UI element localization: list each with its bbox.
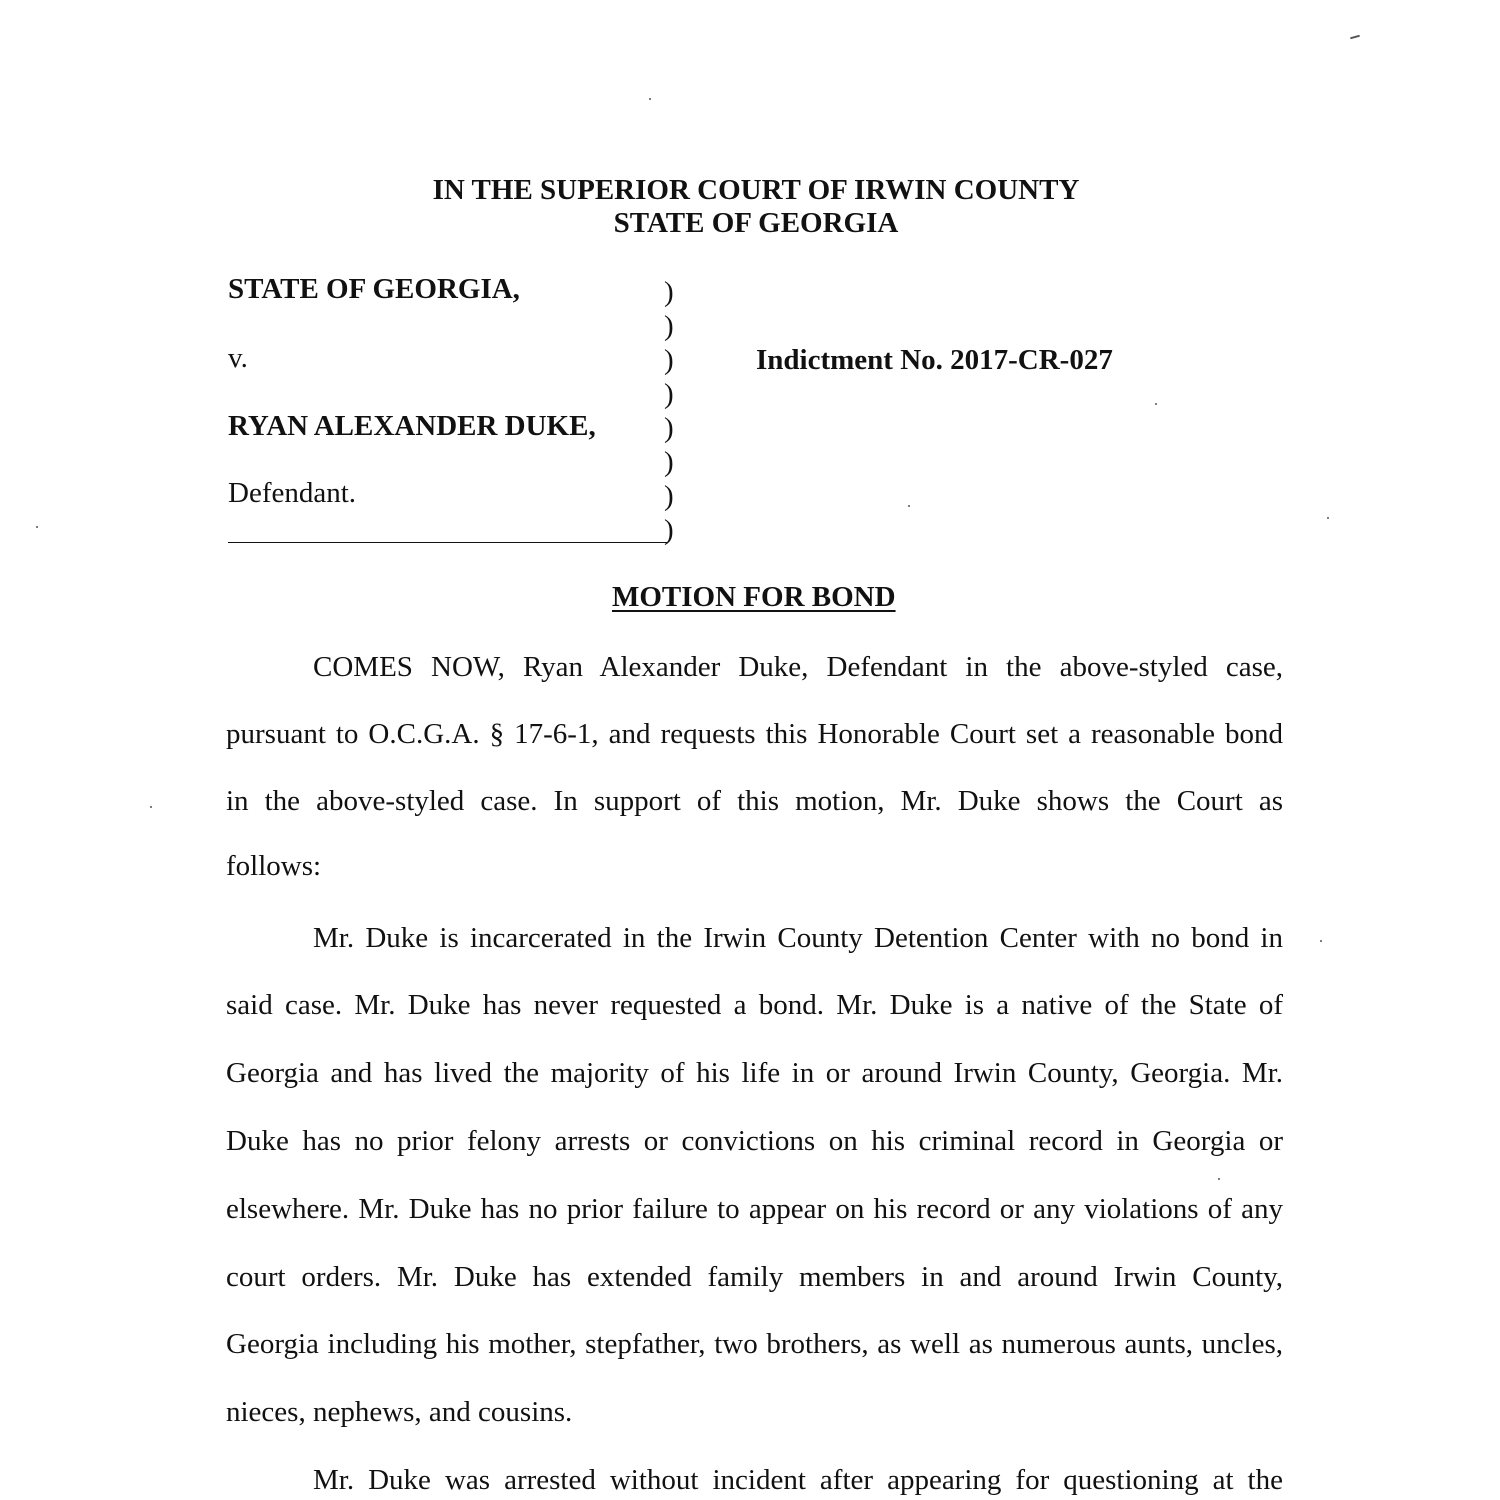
body-line: Georgia and has lived the majority of his life in or around Irwin County, Georgia. Mr.	[226, 1057, 1283, 1089]
scan-speck	[1155, 403, 1157, 405]
body-line: Mr. Duke was arrested without incident after appearing for questioning at the	[313, 1464, 1283, 1496]
body-line: Georgia including his mother, stepfather, two brothers, as well as numerous aunts, uncles,	[226, 1328, 1283, 1360]
scan-speck	[649, 98, 651, 100]
body-line: nieces, nephews, and cousins.	[226, 1396, 573, 1428]
body-line: Duke has no prior felony arrests or convictions on his criminal record in Georgia or	[226, 1125, 1283, 1157]
body-line: follows:	[226, 850, 322, 882]
caption-paren: )	[664, 276, 674, 308]
caption-paren: )	[664, 344, 674, 376]
body-line: court orders. Mr. Duke has extended family members in and around Irwin County,	[226, 1261, 1283, 1293]
court-state: STATE OF GEORGIA	[613, 207, 899, 239]
motion-title: MOTION FOR BOND	[612, 581, 896, 613]
body-line: COMES NOW, Ryan Alexander Duke, Defendant in the above-styled case,	[313, 651, 1283, 683]
caption-plaintiff: STATE OF GEORGIA,	[228, 273, 520, 305]
caption-defendant-label: Defendant.	[228, 477, 357, 509]
caption-rule	[228, 542, 668, 543]
scan-speck	[36, 526, 38, 528]
body-line: said case. Mr. Duke has never requested a bond. Mr. Duke is a native of the State of	[226, 989, 1283, 1021]
caption-paren: )	[664, 412, 674, 444]
scan-speck	[1320, 940, 1322, 942]
caption-versus: v.	[228, 342, 248, 374]
caption-paren: )	[664, 310, 674, 342]
body-line: Mr. Duke is incarcerated in the Irwin County Detention Center with no bond in	[313, 922, 1283, 954]
indictment-number: Indictment No. 2017-CR-027	[756, 344, 1113, 376]
caption-paren: )	[664, 480, 674, 512]
scan-speck	[908, 505, 910, 507]
body-line: in the above-styled case. In support of this motion, Mr. Duke shows the Court as	[226, 785, 1283, 817]
body-line: elsewhere. Mr. Duke has no prior failure to appear on his record or any violations of any	[226, 1193, 1283, 1225]
scan-speck	[150, 806, 152, 808]
scan-speck	[1350, 35, 1360, 40]
scan-speck	[1327, 517, 1329, 519]
court-name: IN THE SUPERIOR COURT OF IRWIN COUNTY	[432, 174, 1080, 206]
caption-paren: )	[664, 446, 674, 478]
caption-paren: )	[664, 378, 674, 410]
caption-defendant-name: RYAN ALEXANDER DUKE,	[228, 410, 596, 442]
caption-paren: )	[664, 514, 674, 546]
scan-speck	[1218, 1178, 1220, 1180]
body-line: pursuant to O.C.G.A. § 17-6-1, and requests this Honorable Court set a reasonable bond	[226, 718, 1283, 750]
